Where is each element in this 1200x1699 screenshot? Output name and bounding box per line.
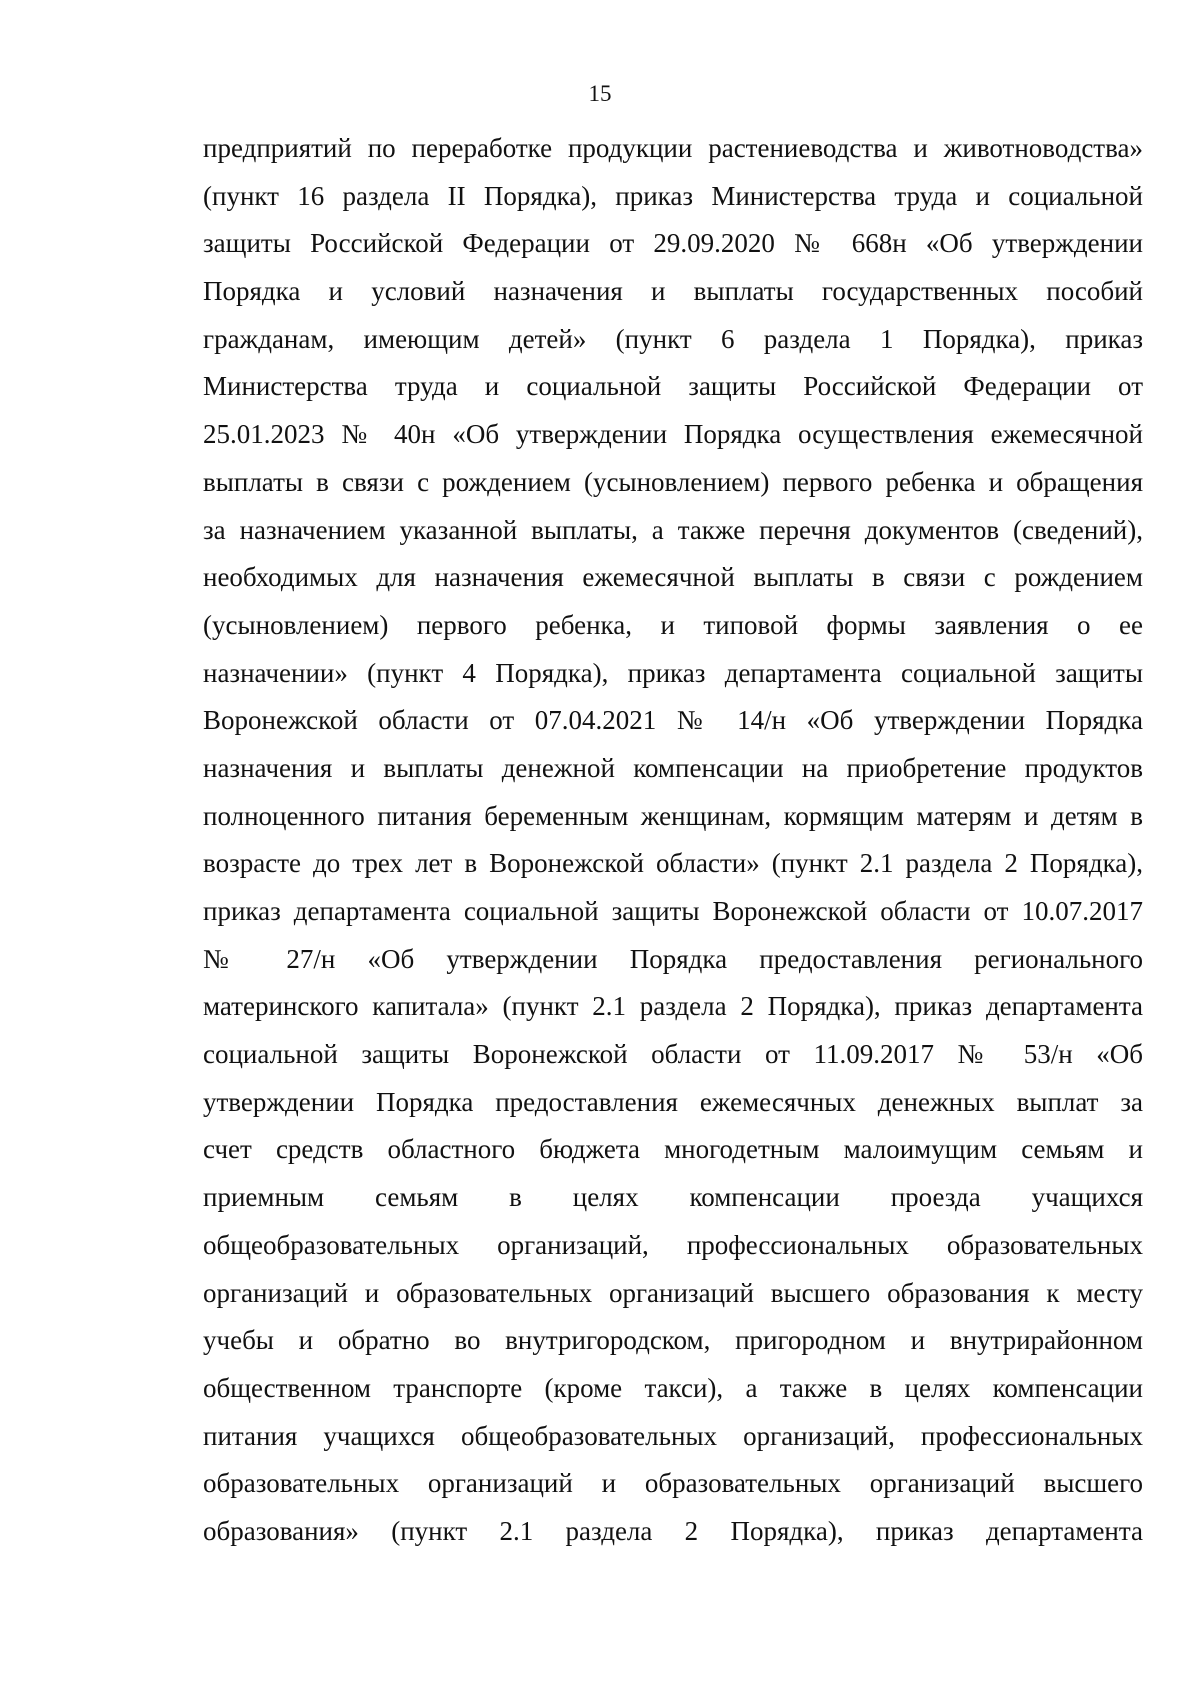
text-line: приемным семьям в целях компенсации проезда учащихся: [203, 1182, 1143, 1213]
text-line: образовательных организаций и образовательных организаций высшего: [203, 1468, 1143, 1499]
text-line: предприятий по переработке продукции растениеводства и животноводства»: [203, 133, 1143, 163]
text-line: за назначением указанной выплаты, а также перечня документов (сведений),: [203, 514, 1143, 545]
text-line: материнского капитала» (пункт 2.1 раздела 2 Порядка), приказ департамента: [203, 991, 1143, 1022]
text-line: защиты Российской Федерации от 29.09.2020 № 668н «Об утверждении: [203, 228, 1143, 259]
text-line: выплаты в связи с рождением (усыновлением) первого ребенка и обращения: [203, 466, 1143, 497]
text-line: Министерства труда и социальной защиты Российской Федерации от: [203, 371, 1143, 402]
text-line: учебы и обратно во внутригородском, пригородном и внутрирайонном: [203, 1325, 1143, 1356]
text-line: общественном транспорте (кроме такси), а также в целях компенсации: [203, 1372, 1143, 1403]
text-line: назначения и выплаты денежной компенсации на приобретение продуктов: [203, 752, 1143, 783]
body-text: [203, 125, 1143, 1556]
text-line: возрасте до трех лет в Воронежской области» (пункт 2.1 раздела 2 Порядка),: [203, 848, 1143, 879]
text-line: 25.01.2023 № 40н «Об утверждении Порядка осуществления ежемесячной: [203, 419, 1143, 450]
text-line: социальной защиты Воронежской области от 11.09.2017 № 53/н «Об: [203, 1039, 1143, 1070]
text-line: утверждении Порядка предоставления ежемесячных денежных выплат за: [203, 1086, 1143, 1117]
text-line: № 27/н «Об утверждении Порядка предоставления регионального: [203, 943, 1143, 974]
text-line: Порядка и условий назначения и выплаты государственных пособий: [203, 276, 1143, 307]
text-line: (усыновлением) первого ребенка, и типовой формы заявления о ее: [203, 609, 1143, 640]
text-line: (пункт 16 раздела II Порядка), приказ Министерства труда и социальной: [203, 180, 1143, 211]
text-line: организаций и образовательных организаций высшего образования к месту: [203, 1277, 1143, 1308]
text-line: необходимых для назначения ежемесячной выплаты в связи с рождением: [203, 562, 1143, 593]
text-line: счет средств областного бюджета многодетным малоимущим семьям и: [203, 1134, 1143, 1165]
text-line: гражданам, имеющим детей» (пункт 6 раздела 1 Порядка), приказ: [203, 323, 1143, 354]
text-line: назначении» (пункт 4 Порядка), приказ департамента социальной защиты: [203, 657, 1143, 688]
text-line: приказ департамента социальной защиты Воронежской области от 10.07.2017: [203, 896, 1143, 926]
text-line: полноценного питания беременным женщинам, кормящим матерям и детям в: [203, 800, 1143, 831]
text-line: образования» (пункт 2.1 раздела 2 Порядка), приказ департамента: [203, 1515, 1143, 1546]
text-line: питания учащихся общеобразовательных организаций, профессиональных: [203, 1420, 1143, 1451]
page-number: 15: [588, 81, 612, 106]
text-line: общеобразовательных организаций, профессиональных образовательных: [203, 1229, 1143, 1260]
text-line: Воронежской области от 07.04.2021 № 14/н «Об утверждении Порядка: [203, 705, 1143, 736]
